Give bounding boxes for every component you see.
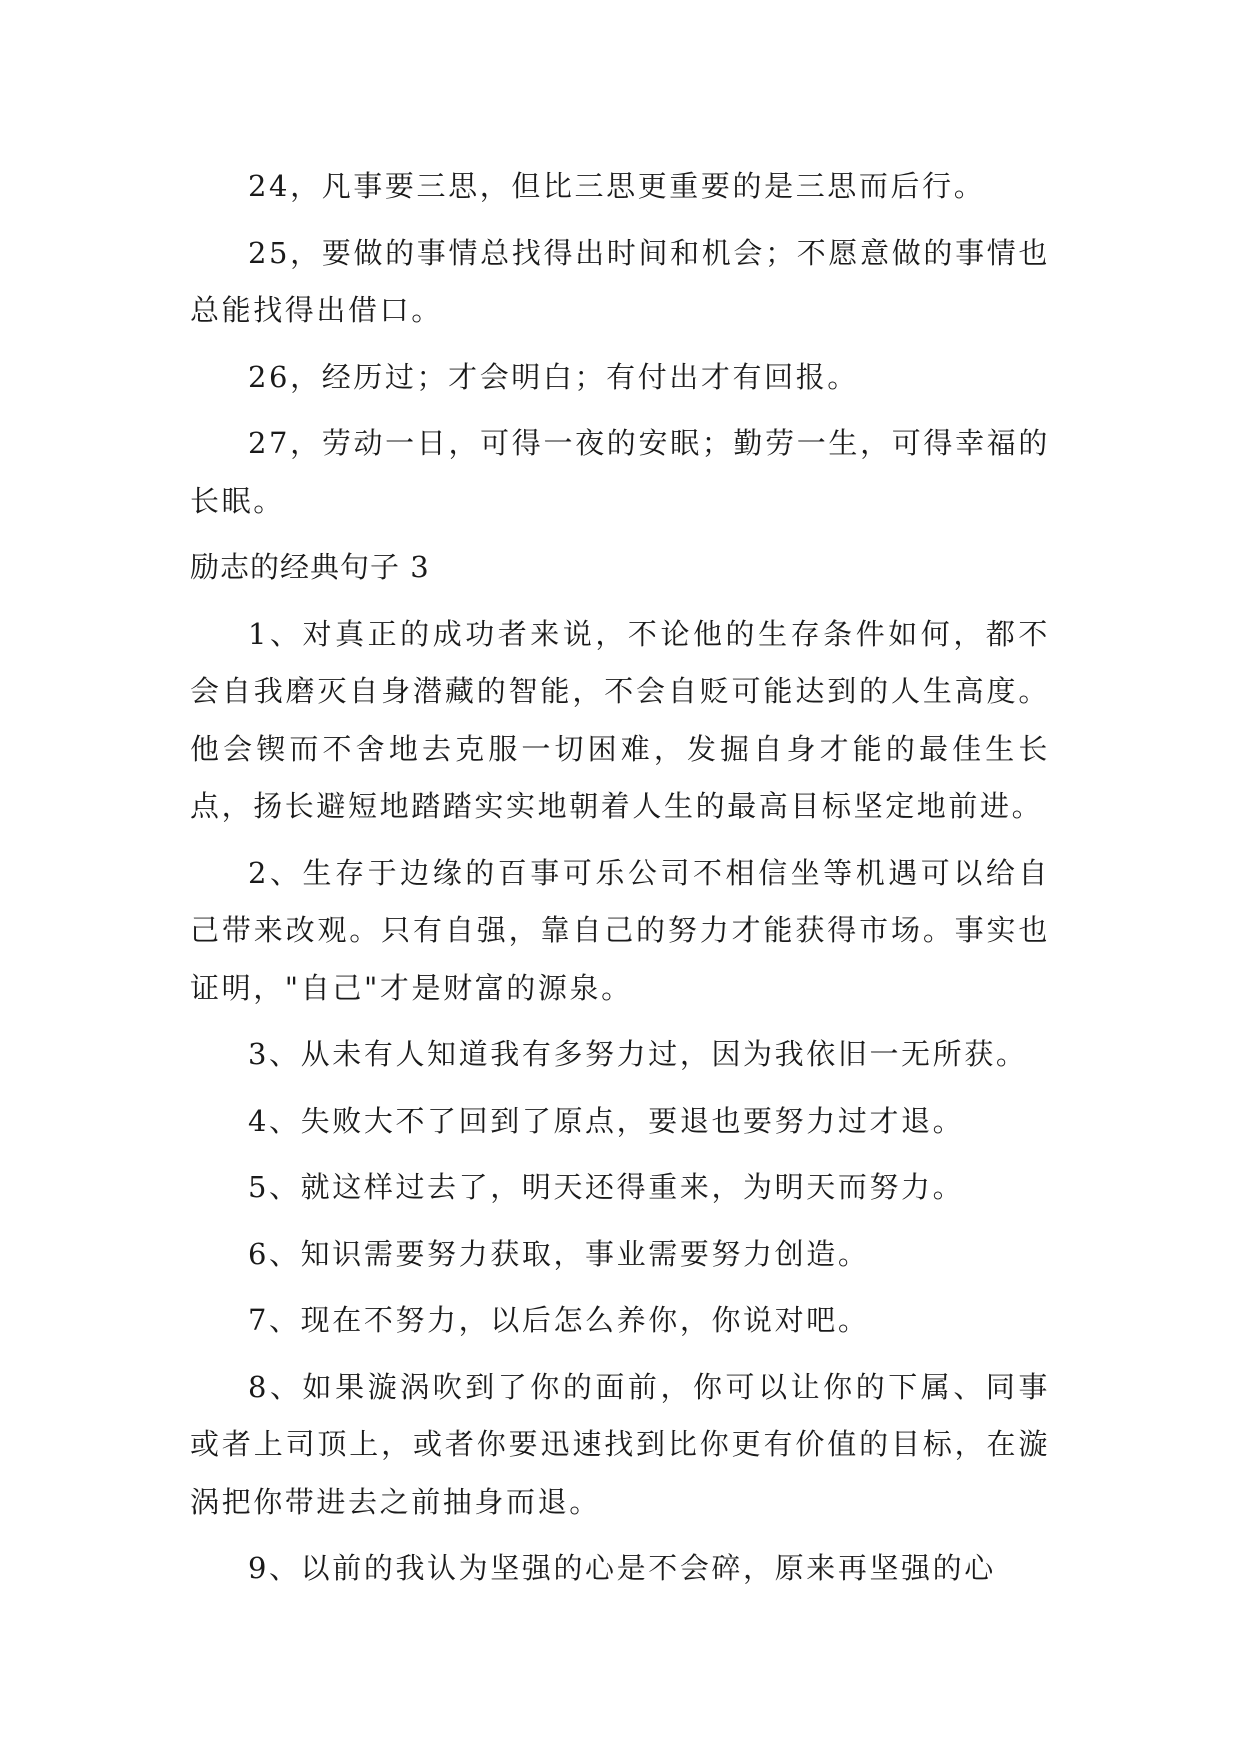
paragraph-3: 3、从未有人知道我有多努力过，因为我依旧一无所获。 [248, 1037, 1028, 1071]
paragraph-6: 6、知识需要努力获取，事业需要努力创造。 [248, 1236, 870, 1271]
paragraph-8: 8、如果漩涡吹到了你的面前，你可以让你的下属、同事或者上司顶上，或者你要迅速找到比你更有价值的目标，在漩涡把你带进去之前抽身而退。 [190, 1369, 1050, 1519]
paragraph-25: 25，要做的事情总找得出时间和机会；不愿意做的事情也总能找得出借口。 [190, 235, 1050, 327]
section-heading: 励志的经典句子 3 [190, 550, 430, 584]
paragraph-26: 26，经历过；才会明白；有付出才有回报。 [248, 359, 859, 394]
paragraph-4: 4、失败大不了回到了原点，要退也要努力过才退。 [248, 1103, 965, 1138]
paragraph-24: 24，凡事要三思，但比三思更重要的是三思而后行。 [248, 169, 986, 203]
paragraph-27: 27，劳动一日，可得一夜的安眠；勤劳一生，可得幸福的长眠。 [190, 426, 1050, 518]
paragraph-5: 5、就这样过去了，明天还得重来，为明天而努力。 [248, 1170, 965, 1204]
document-body [190, 158, 1050, 1607]
paragraph-1: 1、对真正的成功者来说，不论他的生存条件如何，都不会自我磨灭自身潜藏的智能，不会自贬可能达到的人生高度。他会锲而不舍地去克服一切困难，发掘自身才能的最佳生长点，扬长避短地踏踏实实地朝着人生的最高目标坚定地前进。 [190, 616, 1050, 823]
paragraph-7: 7、现在不努力，以后怎么养你，你说对吧。 [248, 1303, 870, 1337]
paragraph-2: 2、生存于边缘的百事可乐公司不相信坐等机遇可以给自己带来改观。只有自强，靠自己的努力才能获得市场。事实也证明，"自己"才是财富的源泉。 [190, 855, 1050, 1005]
paragraph-9: 9、以前的我认为坚强的心是不会碎，原来再坚强的心 [248, 1551, 996, 1585]
